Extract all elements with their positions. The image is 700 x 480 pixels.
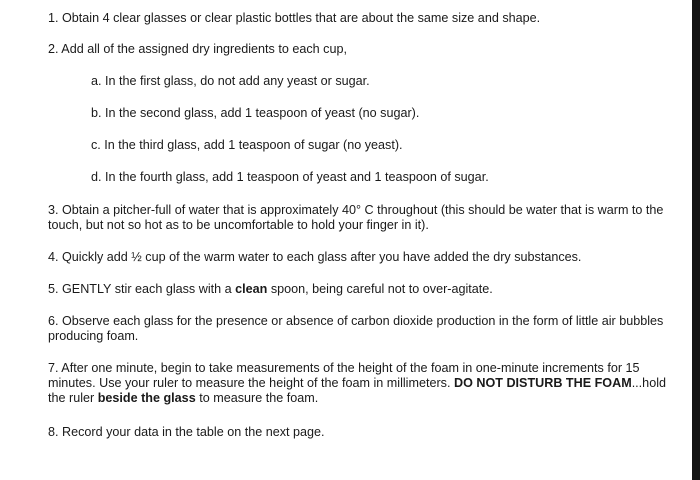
step-2d: d. In the fourth glass, add 1 teaspoon of yeast and 1 teaspoon of sugar. [91, 170, 489, 184]
step-2b: b. In the second glass, add 1 teaspoon of yeast (no sugar). [91, 106, 420, 120]
step-3: 3. Obtain a pitcher-full of water that is approximately 40° C throughout (this should be water that is warm to the touch, but not so hot as to be uncomfortable to hold your finger in it). [48, 203, 664, 232]
step-7-bold-1: DO NOT DISTURB THE FOAM [453, 376, 632, 390]
step-5-text-a: 5. GENTLY stir each glass with a [48, 282, 236, 296]
step-7-text-b: ...hold the ruler [48, 376, 666, 405]
step-7-bold-2: beside the glass [97, 391, 196, 405]
step-2a: a. In the first glass, do not add any yeast or sugar. [91, 74, 370, 88]
step-7-text-c: to measure the foam. [195, 391, 319, 405]
step-4: 4. Quickly add ½ cup of the warm water to each glass after you have added the dry substances. [48, 250, 582, 264]
step-5-text-b: spoon, being careful not to over-agitate. [267, 282, 493, 296]
step-5-bold: clean [235, 282, 268, 296]
step-2c: c. In the third glass, add 1 teaspoon of sugar (no yeast). [91, 138, 403, 152]
step-1: 1. Obtain 4 clear glasses or clear plastic bottles that are about the same size and shape. [48, 11, 541, 25]
step-5 [48, 282, 668, 297]
step-2: 2. Add all of the assigned dry ingredients to each cup, [48, 42, 347, 56]
step-6: 6. Observe each glass for the presence or absence of carbon dioxide production in the form of little air bubbles producing foam. [48, 314, 664, 343]
right-edge-bar [692, 0, 700, 480]
step-7 [48, 361, 668, 406]
step-8: 8. Record your data in the table on the next page. [48, 425, 325, 439]
step-7-text-a: 7. After one minute, begin to take measurements of the height of the foam in one-minute increments for 15 minutes. Use your ruler to measure the height of the foam in millimeters. [48, 361, 640, 390]
